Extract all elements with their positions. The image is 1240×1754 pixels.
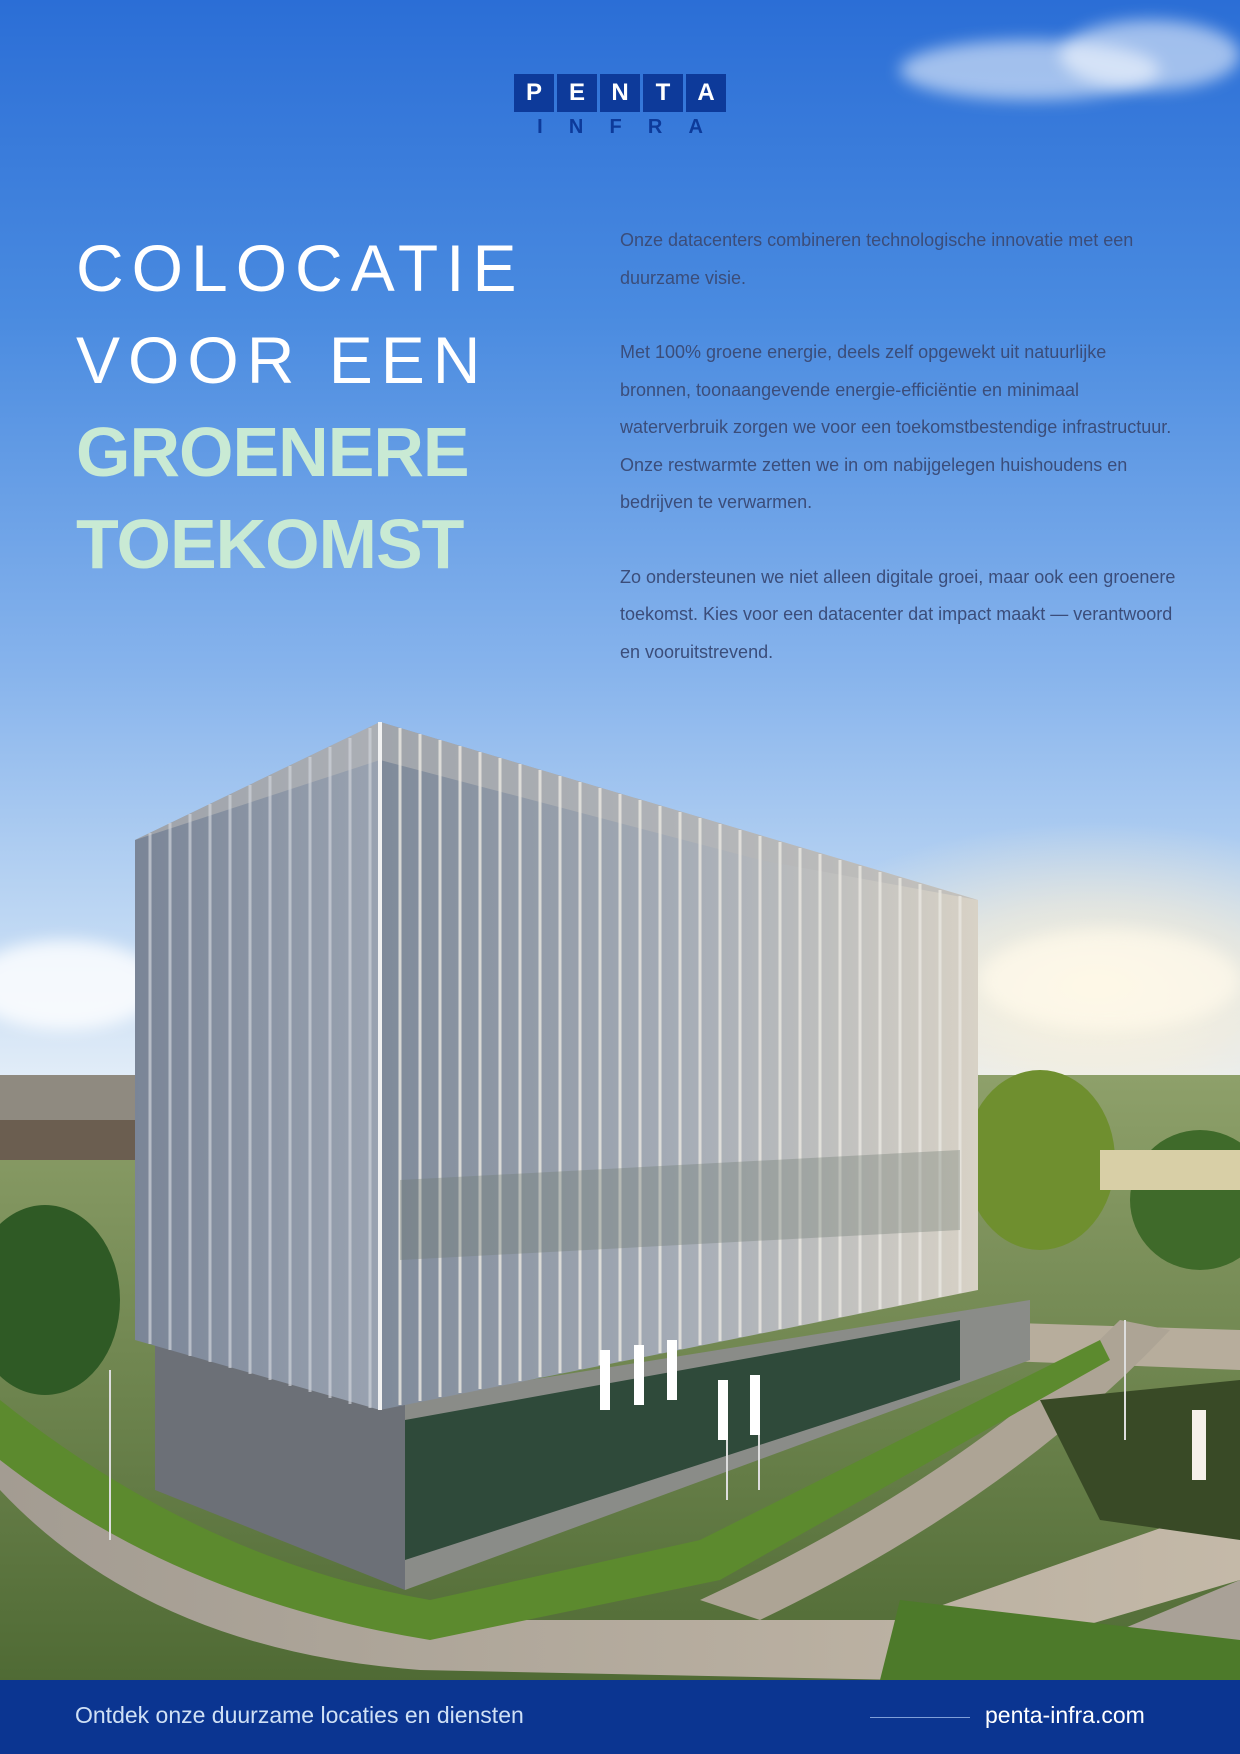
headline-line-4: TOEKOMST: [76, 505, 464, 583]
body-paragraph-2: Met 100% groene energie, deels zelf opgewekt uit natuurlijke bronnen, toonaangevende energie-efficiëntie en minimaal waterverbruik zorgen we voor een toekomstbestendige infrastructuur. Onze restwarmte zetten we in om nabijgelegen huishoudens en bedrijven te verwarmen.: [620, 342, 1172, 512]
body-paragraph-3: Zo ondersteunen we niet alleen digitale groei, maar ook een groenere toekomst. Kies voor een datacenter dat impact maakt — verantwoord en vooruitstrevend.: [620, 566, 1176, 662]
logo-letter: I: [537, 116, 543, 138]
body-paragraph-1: Onze datacenters combineren technologische innovatie met een duurzame visie.: [620, 230, 1134, 288]
logo-letter: T: [643, 74, 683, 112]
logo-letter: R: [647, 116, 663, 138]
logo-letter: F: [609, 116, 622, 138]
footer-divider: [870, 1717, 970, 1718]
footer-tagline: Ontdek onze duurzame locaties en diensten: [75, 1702, 524, 1728]
logo-letter: P: [514, 74, 554, 112]
logo-letter: A: [686, 74, 726, 112]
logo-letter: E: [557, 74, 597, 112]
footer-bar: [0, 1680, 1240, 1754]
penta-infra-logo: [514, 74, 726, 139]
headline-line-2: VOOR EEN: [76, 323, 489, 397]
logo-letter: N: [600, 74, 640, 112]
website-link[interactable]: penta-infra.com: [985, 1702, 1145, 1728]
headline-line-1: COLOCATIE: [76, 231, 525, 305]
logo-letter: N: [568, 116, 584, 138]
headline: [76, 222, 526, 590]
body-copy: [620, 222, 1180, 708]
logo-letter: A: [688, 116, 703, 138]
headline-line-3: GROENERE: [76, 413, 469, 491]
